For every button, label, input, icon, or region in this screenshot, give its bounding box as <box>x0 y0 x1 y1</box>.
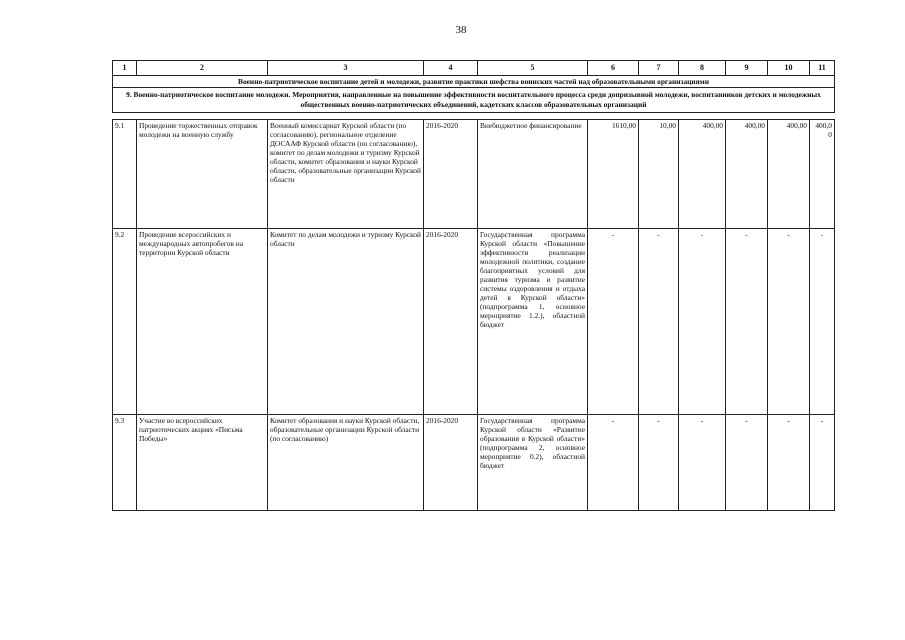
value-cell: 400,00 <box>768 120 810 229</box>
value-cell: - <box>726 415 768 511</box>
table-row <box>113 415 835 511</box>
value-cell: - <box>639 229 679 415</box>
column-number: 8 <box>679 61 726 76</box>
value-cell: - <box>639 415 679 511</box>
row-number: 9.3 <box>113 415 137 511</box>
value-cell: - <box>768 415 810 511</box>
column-number: 3 <box>268 61 424 76</box>
period: 2016-2020 <box>424 229 478 415</box>
funding-source: Внебюджетное финансирование <box>478 120 588 229</box>
spacer-cell <box>113 113 835 120</box>
table-row <box>113 120 835 229</box>
column-number: 11 <box>810 61 835 76</box>
column-number: 6 <box>588 61 639 76</box>
subsection-title: 9. Военно-патриотическое воспитание молодежи. Мероприятия, направленные на повышение эффективности воспитательного процесса среди допризывной молодежи, воспитанников детских и молодежных общественных военно-патриотических объединений, кадетских классов образовательных организаций <box>113 88 835 113</box>
value-cell: - <box>726 229 768 415</box>
column-number-row <box>113 61 835 76</box>
value-cell: 10,00 <box>639 120 679 229</box>
row-number: 9.1 <box>113 120 137 229</box>
spacer-row <box>113 113 835 120</box>
section-title: Военно-патриотическое воспитание детей и молодежи, развитие практики шефства воинских частей над образовательными организациями <box>113 76 835 88</box>
value-cell: - <box>679 229 726 415</box>
funding-source: Государственная программа Курской области «Повышение эффективности реализации молодежной политики, создание благоприятных условий для развития туризма и развитие системы оздоровления и отдыха детей в Курской области» (подпрограмма 1, основное мероприятие 1.2.), областной бюджет <box>478 229 588 415</box>
column-number: 9 <box>726 61 768 76</box>
column-number: 7 <box>639 61 679 76</box>
value-cell: - <box>810 229 835 415</box>
activity-name: Проведение торжественных отправок молодежи на военную службу <box>137 120 268 229</box>
value-cell: 400,00 <box>726 120 768 229</box>
column-number: 4 <box>424 61 478 76</box>
value-cell: - <box>588 229 639 415</box>
value-cell: 1610,00 <box>588 120 639 229</box>
subsection-title-row <box>113 88 835 113</box>
value-cell: 400,00 <box>679 120 726 229</box>
column-number: 10 <box>768 61 810 76</box>
column-number: 1 <box>113 61 137 76</box>
activity-name: Проведение всероссийских и международных автопробегов на территории Курской области <box>137 229 268 415</box>
section-title-row <box>113 76 835 88</box>
period: 2016-2020 <box>424 120 478 229</box>
value-cell: 400,00 <box>810 120 835 229</box>
row-number: 9.2 <box>113 229 137 415</box>
table-row <box>113 229 835 415</box>
value-cell: - <box>679 415 726 511</box>
page-number: 38 <box>455 24 467 36</box>
executors: Комитет образования и науки Курской области, образовательные организации Курской области (по согласованию) <box>268 415 424 511</box>
executors: Комитет по делам молодежи и туризму Курской области <box>268 229 424 415</box>
executors: Военный комиссариат Курской области (по согласованию), региональное отделение ДОСААФ Курской области (по согласованию), комитет по делам молодежи и туризму Курской области, комитет образования и науки Курской области, образовательные организации Курской области <box>268 120 424 229</box>
activity-name: Участие во всероссийских патриотических акциях «Письма Победы» <box>137 415 268 511</box>
value-cell: - <box>768 229 810 415</box>
activities-table <box>112 60 835 511</box>
funding-source: Государственная программа Курской области «Развитие образования в Курской области» (подпрограмма 2, основное мероприятие 0.2), областной бюджет <box>478 415 588 511</box>
value-cell: - <box>588 415 639 511</box>
period: 2016-2020 <box>424 415 478 511</box>
column-number: 5 <box>478 61 588 76</box>
column-number: 2 <box>137 61 268 76</box>
value-cell: - <box>810 415 835 511</box>
